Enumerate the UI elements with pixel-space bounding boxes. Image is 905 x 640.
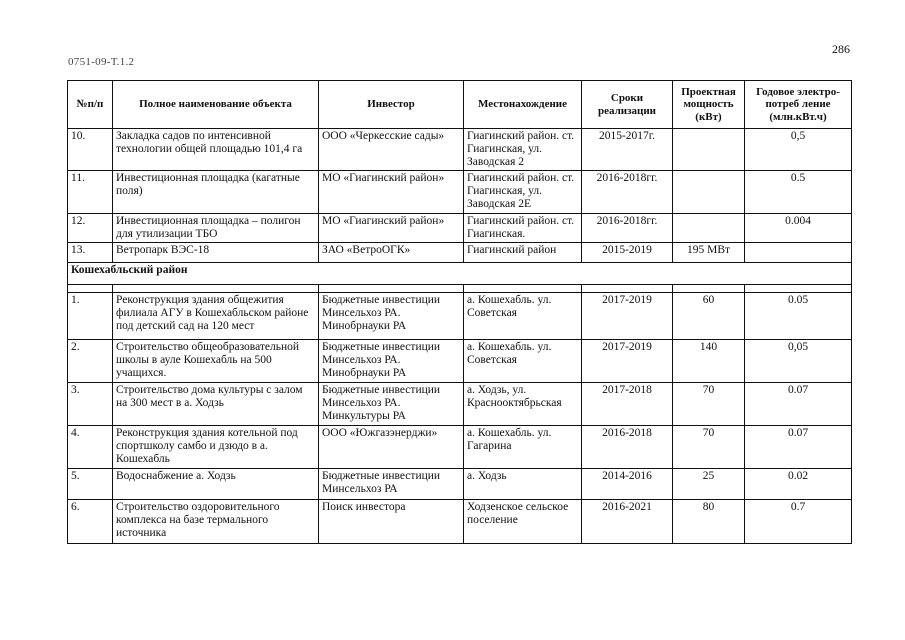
- cell-location: а. Ходзь: [464, 469, 582, 500]
- cell-consumption: 0.07: [745, 383, 852, 426]
- table-row: [68, 469, 852, 500]
- cell-num: 5.: [68, 469, 113, 500]
- cell-investor: ООО «Южгазэнерджи»: [319, 426, 464, 469]
- cell-name: Строительство оздоровительного комплекса на базе термального источника: [113, 500, 319, 544]
- cell-power: [673, 214, 745, 243]
- cell-location: Гиагинский район. ст. Гиагинская, ул. Заводская 2: [464, 129, 582, 171]
- cell-consumption: 0.004: [745, 214, 852, 243]
- cell-name: Реконструкция здания общежития филиала АГУ в Кошехабльском районе под детский сад на 120 мест: [113, 293, 319, 340]
- table-row: [68, 171, 852, 214]
- cell-terms: 2015-2019: [582, 243, 673, 263]
- table-header-row: [68, 81, 852, 129]
- page-number: 286: [832, 42, 850, 56]
- section-row: [68, 263, 852, 285]
- section-title: Кошехабльский район: [68, 263, 852, 285]
- header-location: Местонахождение: [464, 81, 582, 129]
- cell-num: 4.: [68, 426, 113, 469]
- objects-table: [67, 80, 852, 544]
- cell-consumption: 0,5: [745, 129, 852, 171]
- cell-location: а. Ходзь, ул. Краснооктябрьская: [464, 383, 582, 426]
- spacer-row: [68, 285, 852, 293]
- cell-name: Закладка садов по интенсивной технологии общей площадью 101,4 га: [113, 129, 319, 171]
- header-num: №п/п: [68, 81, 113, 129]
- cell-consumption: 0.7: [745, 500, 852, 544]
- cell-investor: ЗАО «ВетроОГК»: [319, 243, 464, 263]
- cell-name: Ветропарк ВЭС-18: [113, 243, 319, 263]
- cell-location: Гиагинский район. ст. Гиагинская, ул. Заводская 2Е: [464, 171, 582, 214]
- cell-consumption: 0,05: [745, 340, 852, 383]
- cell-location: Ходзенское сельское поселение: [464, 500, 582, 544]
- cell-terms: 2016-2018гг.: [582, 214, 673, 243]
- header-terms: Сроки реализации: [582, 81, 673, 129]
- cell-num: 6.: [68, 500, 113, 544]
- cell-location: Гиагинский район: [464, 243, 582, 263]
- cell-terms: 2017-2019: [582, 293, 673, 340]
- header-consumption: Годовое электро-потреб ление (млн.кВт.ч): [745, 81, 852, 129]
- table-row: [68, 293, 852, 340]
- cell-investor: МО «Гиагинский район»: [319, 171, 464, 214]
- cell-power: 25: [673, 469, 745, 500]
- table-row: [68, 340, 852, 383]
- cell-num: 10.: [68, 129, 113, 171]
- cell-location: а. Кошехабль. ул. Советская: [464, 340, 582, 383]
- cell-power: 140: [673, 340, 745, 383]
- cell-consumption: 0.05: [745, 293, 852, 340]
- table-row: [68, 214, 852, 243]
- cell-num: 12.: [68, 214, 113, 243]
- cell-num: 13.: [68, 243, 113, 263]
- cell-consumption: 0.5: [745, 171, 852, 214]
- cell-consumption: [745, 243, 852, 263]
- cell-terms: 2016-2018: [582, 426, 673, 469]
- table-row: [68, 129, 852, 171]
- cell-power: 80: [673, 500, 745, 544]
- cell-location: Гиагинский район. ст. Гиагинская.: [464, 214, 582, 243]
- cell-location: а. Кошехабль. ул. Советская: [464, 293, 582, 340]
- table-row: [68, 243, 852, 263]
- cell-name: Строительство общеобразовательной школы в ауле Кошехабль на 500 учащихся.: [113, 340, 319, 383]
- cell-investor: Поиск инвестора: [319, 500, 464, 544]
- cell-name: Реконструкция здания котельной под спортшколу самбо и дзюдо в а. Кошехабль: [113, 426, 319, 469]
- table-row: [68, 383, 852, 426]
- cell-terms: 2016-2021: [582, 500, 673, 544]
- header-investor: Инвестор: [319, 81, 464, 129]
- cell-consumption: 0.02: [745, 469, 852, 500]
- cell-terms: 2017-2018: [582, 383, 673, 426]
- cell-name: Водоснабжение а. Ходзь: [113, 469, 319, 500]
- cell-investor: Бюджетные инвестиции Минсельхоз РА. Минкультуры РА: [319, 383, 464, 426]
- document-code: 0751-09-Т.1.2: [68, 56, 135, 68]
- cell-investor: Бюджетные инвестиции Минсельхоз РА: [319, 469, 464, 500]
- cell-investor: Бюджетные инвестиции Минсельхоз РА. Минобрнауки РА: [319, 293, 464, 340]
- table-row: [68, 500, 852, 544]
- cell-num: 3.: [68, 383, 113, 426]
- cell-location: а. Кошехабль. ул. Гагарина: [464, 426, 582, 469]
- cell-power: 70: [673, 426, 745, 469]
- cell-name: Инвестиционная площадка (кагатные поля): [113, 171, 319, 214]
- cell-power: [673, 171, 745, 214]
- cell-consumption: 0.07: [745, 426, 852, 469]
- cell-power: [673, 129, 745, 171]
- cell-num: 1.: [68, 293, 113, 340]
- header-name: Полное наименование объекта: [113, 81, 319, 129]
- cell-name: Инвестиционная площадка – полигон для утилизации ТБО: [113, 214, 319, 243]
- cell-power: 195 МВт: [673, 243, 745, 263]
- cell-terms: 2014-2016: [582, 469, 673, 500]
- cell-name: Строительство дома культуры с залом на 300 мест в а. Ходзь: [113, 383, 319, 426]
- header-power: Проектная мощность (кВт): [673, 81, 745, 129]
- cell-power: 60: [673, 293, 745, 340]
- table-row: [68, 426, 852, 469]
- cell-num: 2.: [68, 340, 113, 383]
- cell-investor: МО «Гиагинский район»: [319, 214, 464, 243]
- cell-investor: Бюджетные инвестиции Минсельхоз РА. Минобрнауки РА: [319, 340, 464, 383]
- cell-num: 11.: [68, 171, 113, 214]
- cell-terms: 2016-2018гг.: [582, 171, 673, 214]
- cell-terms: 2015-2017г.: [582, 129, 673, 171]
- cell-terms: 2017-2019: [582, 340, 673, 383]
- cell-power: 70: [673, 383, 745, 426]
- cell-investor: ООО «Черкесские сады»: [319, 129, 464, 171]
